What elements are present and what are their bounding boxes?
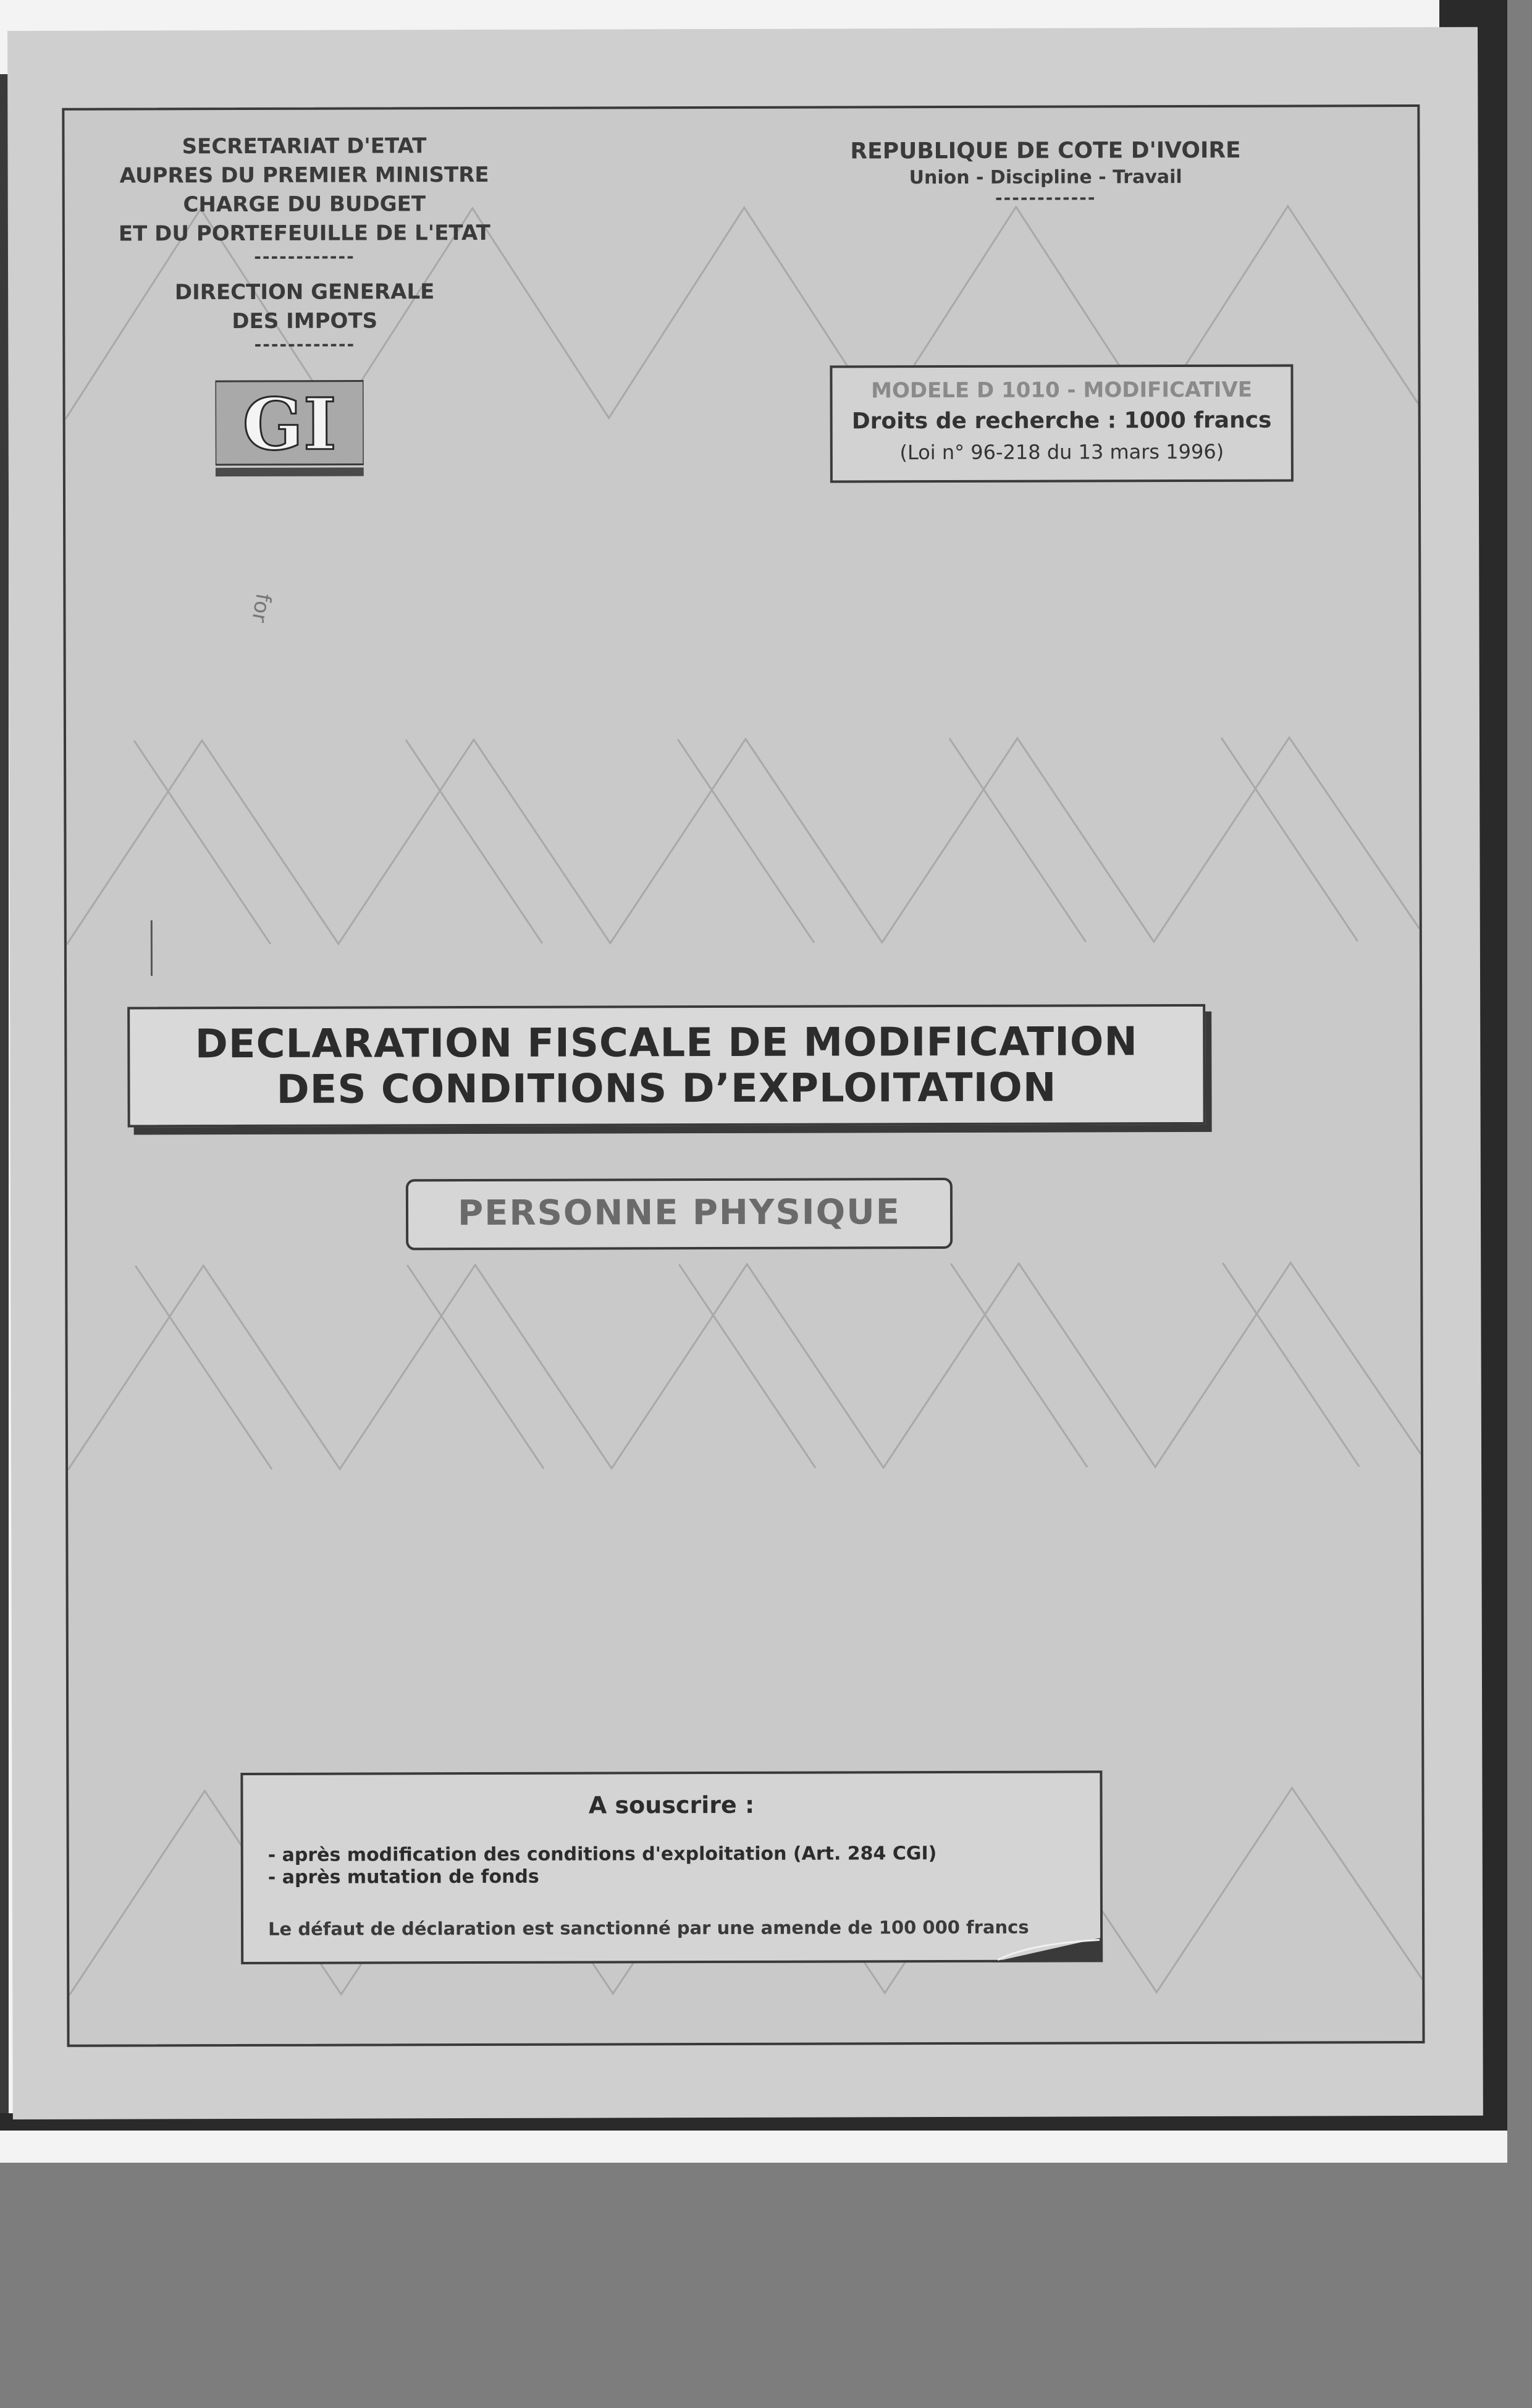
- national-motto: Union - Discipline - Travail: [909, 166, 1182, 189]
- authority-line-4: ET DU PORTEFEUILLE DE L'ETAT: [118, 220, 490, 247]
- separator: ------------: [995, 187, 1096, 208]
- separator: ------------: [254, 334, 356, 355]
- taxpayer-type-label: PERSONNE PHYSIQUE: [406, 1178, 953, 1250]
- logo-text: GI: [242, 382, 337, 467]
- authority-line-3: CHARGE DU BUDGET: [183, 192, 426, 218]
- title-line-2: DES CONDITIONS D’EXPLOITATION: [276, 1065, 1057, 1113]
- research-fee: Droits de recherche : 1000 francs: [851, 407, 1272, 434]
- page-curl-decoration: [991, 1937, 1103, 1962]
- filing-condition-1: - après modification des conditions d'exploitation (Art. 284 CGI): [267, 1843, 937, 1866]
- filing-heading: A souscrire :: [588, 1791, 755, 1819]
- authority-line-1: SECRETARIAT D'ETAT: [182, 133, 427, 159]
- authority-line-2: AUPRES DU PREMIER MINISTRE: [119, 162, 489, 188]
- ink-mark: [151, 920, 153, 976]
- separator: ------------: [254, 246, 355, 267]
- law-reference: (Loi n° 96-218 du 13 mars 1996): [899, 439, 1224, 465]
- document-title-box: [127, 1004, 1206, 1128]
- filing-condition-2: - après mutation de fonds: [267, 1865, 539, 1888]
- form-cover-page: [7, 27, 1483, 2119]
- title-line-1: DECLARATION FISCALE DE MODIFICATION: [195, 1019, 1138, 1068]
- authority-line-5: DIRECTION GENERALE: [174, 279, 435, 305]
- dgi-logo: [215, 376, 363, 478]
- penalty-note: Le défaut de déclaration est sanctionné par une amende de 100 000 francs: [267, 1916, 1029, 1940]
- model-number: MODELE D 1010 - MODIFICATIVE: [871, 377, 1253, 403]
- country-heading: [810, 136, 1280, 208]
- country-name: REPUBLIQUE DE COTE D'IVOIRE: [850, 137, 1241, 164]
- filing-conditions-box: [240, 1770, 1103, 1964]
- issuing-authority: [69, 132, 539, 354]
- authority-line-6: DES IMPOTS: [232, 308, 378, 334]
- handwritten-stamp: for: [246, 591, 276, 625]
- scan-edge-left: [0, 74, 9, 2126]
- model-info-box: [830, 365, 1293, 483]
